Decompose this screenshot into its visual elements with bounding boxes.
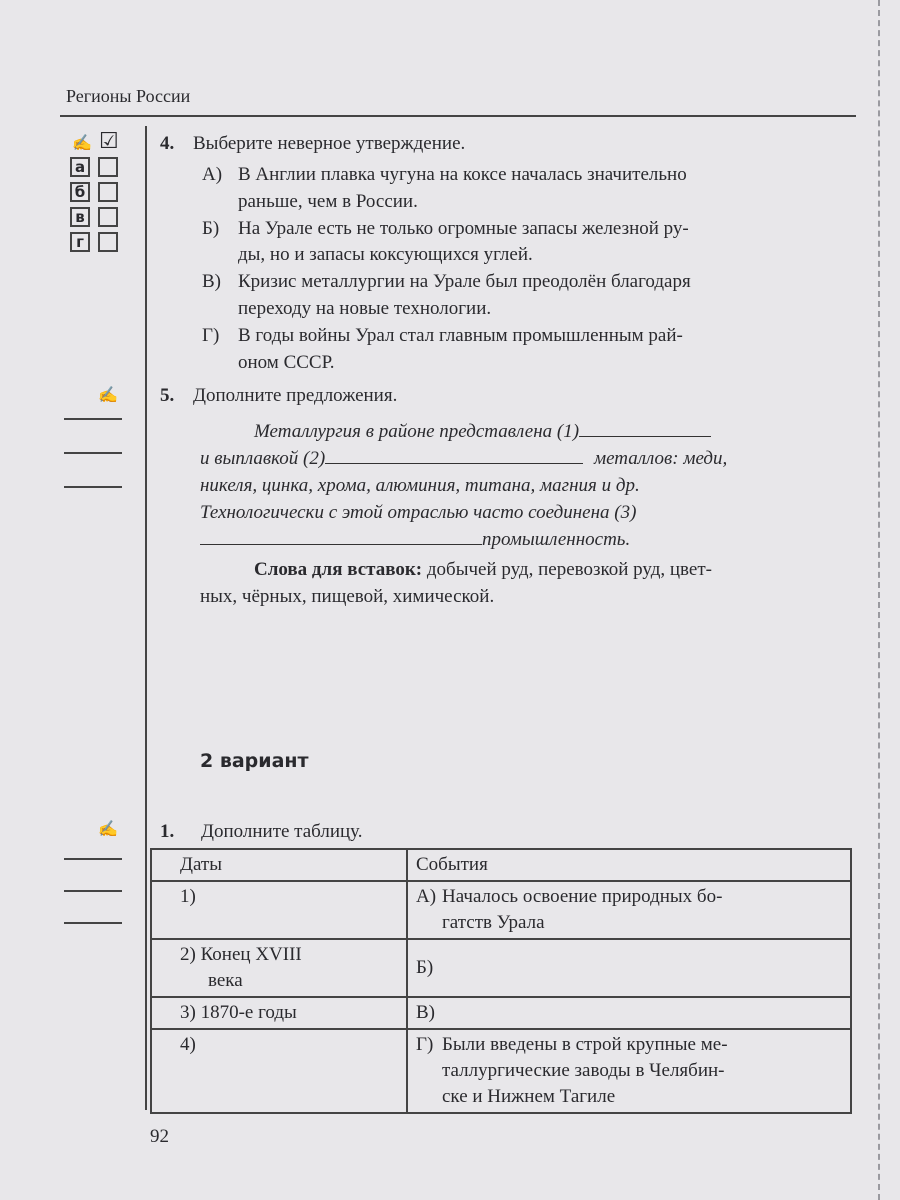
date-cell[interactable]: 4): [151, 1029, 407, 1113]
question-number: 5.: [160, 385, 175, 406]
event-cell[interactable]: Б): [407, 939, 851, 997]
answer-letter-v: в: [70, 207, 90, 227]
table-row: [151, 997, 851, 1029]
page-number: 92: [150, 1126, 169, 1147]
answer-line-2[interactable]: [64, 890, 122, 892]
answer-checkbox-v[interactable]: [98, 207, 118, 227]
pencil-icon: ✍: [98, 387, 118, 404]
answer-letter-b: б: [70, 182, 90, 202]
table-row: [151, 939, 851, 997]
event-cell: А) Началось освоение природных бо- гатств Урала: [407, 881, 851, 939]
answer-line-3[interactable]: [64, 486, 122, 488]
checkmark-icon: ☑: [99, 129, 119, 154]
question-4: [160, 130, 465, 157]
question-1: [160, 818, 363, 845]
option-v: В) Кризис металлургии на Урале был преодолён благодаря переходу на новые технологии.: [202, 271, 691, 319]
answer-letter-g: г: [70, 232, 90, 252]
column-header-dates: Даты: [151, 849, 407, 881]
question-number: 1.: [160, 821, 175, 842]
option-b: Б) На Урале есть не только огромные запасы железной ру- ды, но и запасы коксующихся углей.: [202, 217, 689, 266]
blank-2[interactable]: [325, 445, 583, 464]
date-cell: 2) Конец XVIII века: [151, 939, 407, 997]
option-a: А) В Англии плавка чугуна на коксе началась значительно раньше, чем в России.: [202, 164, 687, 212]
blank-1[interactable]: [579, 418, 711, 437]
q4-options: [202, 162, 691, 376]
answer-checkbox-a[interactable]: [98, 157, 118, 177]
page-cut-edge: [878, 0, 880, 1200]
pencil-icon: ✍: [72, 135, 92, 152]
header-rule: [60, 115, 856, 117]
answer-line-2[interactable]: [64, 452, 122, 454]
pencil-icon: ✍: [98, 821, 118, 838]
dates-events-table: [150, 848, 852, 1114]
answer-line-1[interactable]: [64, 418, 122, 420]
table-row: [151, 1029, 851, 1113]
insert-words: Слова для вставок: добычей руд, перевозкой руд, цвет- ных, чёрных, пищевой, химической.: [200, 559, 712, 607]
table-row: [151, 881, 851, 939]
date-cell: 3) 1870-е годы: [151, 997, 407, 1029]
answer-letter-a: а: [70, 157, 90, 177]
running-title: Регионы России: [66, 86, 191, 106]
answer-checkbox-g[interactable]: [98, 232, 118, 252]
column-header-events: События: [407, 849, 851, 881]
blank-3[interactable]: [200, 526, 482, 545]
variant-title: 2 вариант: [200, 750, 309, 772]
answer-line-1[interactable]: [64, 858, 122, 860]
answer-checkbox-b[interactable]: [98, 182, 118, 202]
question-prompt: Дополните таблицу.: [201, 821, 363, 842]
event-cell[interactable]: В): [407, 997, 851, 1029]
table-header-row: [151, 849, 851, 881]
answer-line-3[interactable]: [64, 922, 122, 924]
question-prompt: Дополните предложения.: [193, 385, 398, 406]
question-prompt: Выберите неверное утверждение.: [193, 133, 466, 154]
fill-in-text: Металлургия в районе представлена (1) и выплавкой (2) металлов: меди, никеля, цинка, хрома, алюминия, титана, магния и др. Технологически с этой отраслью часто соединена (3) промышленность.: [200, 418, 727, 553]
date-cell[interactable]: 1): [151, 881, 407, 939]
option-g: Г) В годы войны Урал стал главным промышленным рай- оном СССР.: [202, 324, 683, 373]
question-5: [160, 382, 397, 409]
question-number: 4.: [160, 133, 175, 154]
margin-rule: [145, 126, 147, 1110]
event-cell: Г) Были введены в строй крупные ме- таллургические заводы в Челябин- ске и Нижнем Тагиле: [407, 1029, 851, 1113]
